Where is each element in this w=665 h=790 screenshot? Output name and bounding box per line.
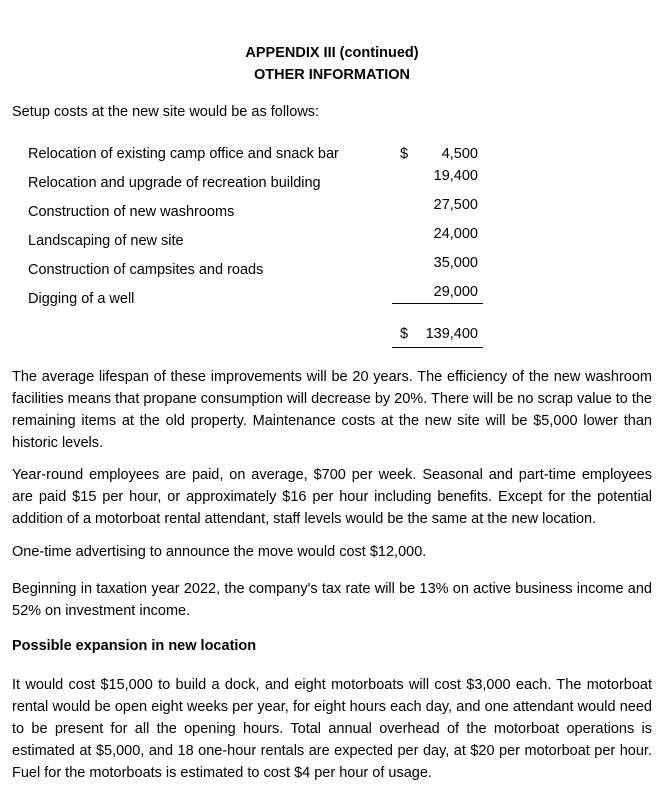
cost-row-money bbox=[392, 194, 483, 216]
cost-row-amount: 19,400 bbox=[433, 168, 478, 184]
cost-row-amount: 35,000 bbox=[433, 255, 478, 271]
cost-row-label: Digging of a well bbox=[28, 291, 135, 307]
section-title-line: OTHER INFORMATION bbox=[254, 67, 410, 83]
table-row bbox=[12, 194, 652, 223]
cost-row-money bbox=[392, 165, 483, 187]
cost-row-amount: 24,000 bbox=[433, 226, 478, 242]
intro-text: Setup costs at the new site would be as follows: bbox=[12, 104, 320, 120]
paragraph-lifespan: The average lifespan of these improvements will be 20 years. The efficiency of the new washroom facilities means that propane consumption will decrease by 20%. There will be no scrap value to the remaining items at the old property. Maintenance costs at the new site will be $5,000 lower than historic levels. bbox=[12, 369, 652, 451]
cost-row-label: Relocation and upgrade of recreation building bbox=[28, 175, 321, 191]
total-amount: 139,400 bbox=[425, 326, 478, 342]
cost-row-money bbox=[392, 281, 483, 304]
setup-costs-table-rows bbox=[12, 143, 652, 310]
page-title bbox=[12, 42, 652, 86]
currency-symbol: $ bbox=[400, 146, 409, 162]
total-row-money bbox=[392, 322, 483, 348]
cost-row-amount: 4,500 bbox=[441, 146, 478, 162]
currency-symbol: $ bbox=[400, 326, 409, 342]
cost-row-money bbox=[392, 223, 483, 245]
setup-costs-table bbox=[12, 143, 652, 348]
appendix-title-line: APPENDIX III (continued) bbox=[245, 45, 419, 61]
table-row bbox=[12, 252, 652, 281]
table-total-row bbox=[12, 322, 652, 348]
cost-row-label: Construction of new washrooms bbox=[28, 204, 235, 220]
cost-row-label: Relocation of existing camp office and snack bar bbox=[28, 146, 339, 162]
expansion-heading: Possible expansion in new location bbox=[12, 638, 257, 654]
table-spacer bbox=[12, 310, 652, 322]
cost-row-label: Landscaping of new site bbox=[28, 233, 184, 249]
cost-row-amount: 29,000 bbox=[433, 284, 478, 300]
paragraph-advertising: One-time advertising to announce the move would cost $12,000. bbox=[12, 544, 427, 560]
table-row bbox=[12, 281, 652, 310]
cost-row-label: Construction of campsites and roads bbox=[28, 262, 264, 278]
cost-row-money bbox=[392, 143, 483, 165]
paragraph-employees: Year-round employees are paid, on average, $700 per week. Seasonal and part-time employees are paid $15 per hour, or approximately $16 per hour including benefits. Except for the potential addition of a motorboat rental attendant, staff levels would be the same at the new location. bbox=[12, 467, 652, 527]
table-row bbox=[12, 223, 652, 252]
cost-row-amount: 27,500 bbox=[433, 197, 478, 213]
paragraph-expansion: It would cost $15,000 to build a dock, and eight motorboats will cost $3,000 each. The motorboat rental would be open eight weeks per year, for eight hours each day, and one attendant would need to be present for all the opening hours. Total annual overhead of the motorboat operations is estimated at $5,000, and 18 one-hour rentals are expected per day, at $20 per motorboat per hour. Fuel for the motorboats is estimated to cost $4 per hour of usage. bbox=[12, 677, 652, 781]
table-row bbox=[12, 165, 652, 194]
paragraph-tax-rate: Beginning in taxation year 2022, the company's tax rate will be 13% on active business income and 52% on investment income. bbox=[12, 581, 652, 619]
table-row bbox=[12, 143, 652, 165]
cost-row-money bbox=[392, 252, 483, 274]
